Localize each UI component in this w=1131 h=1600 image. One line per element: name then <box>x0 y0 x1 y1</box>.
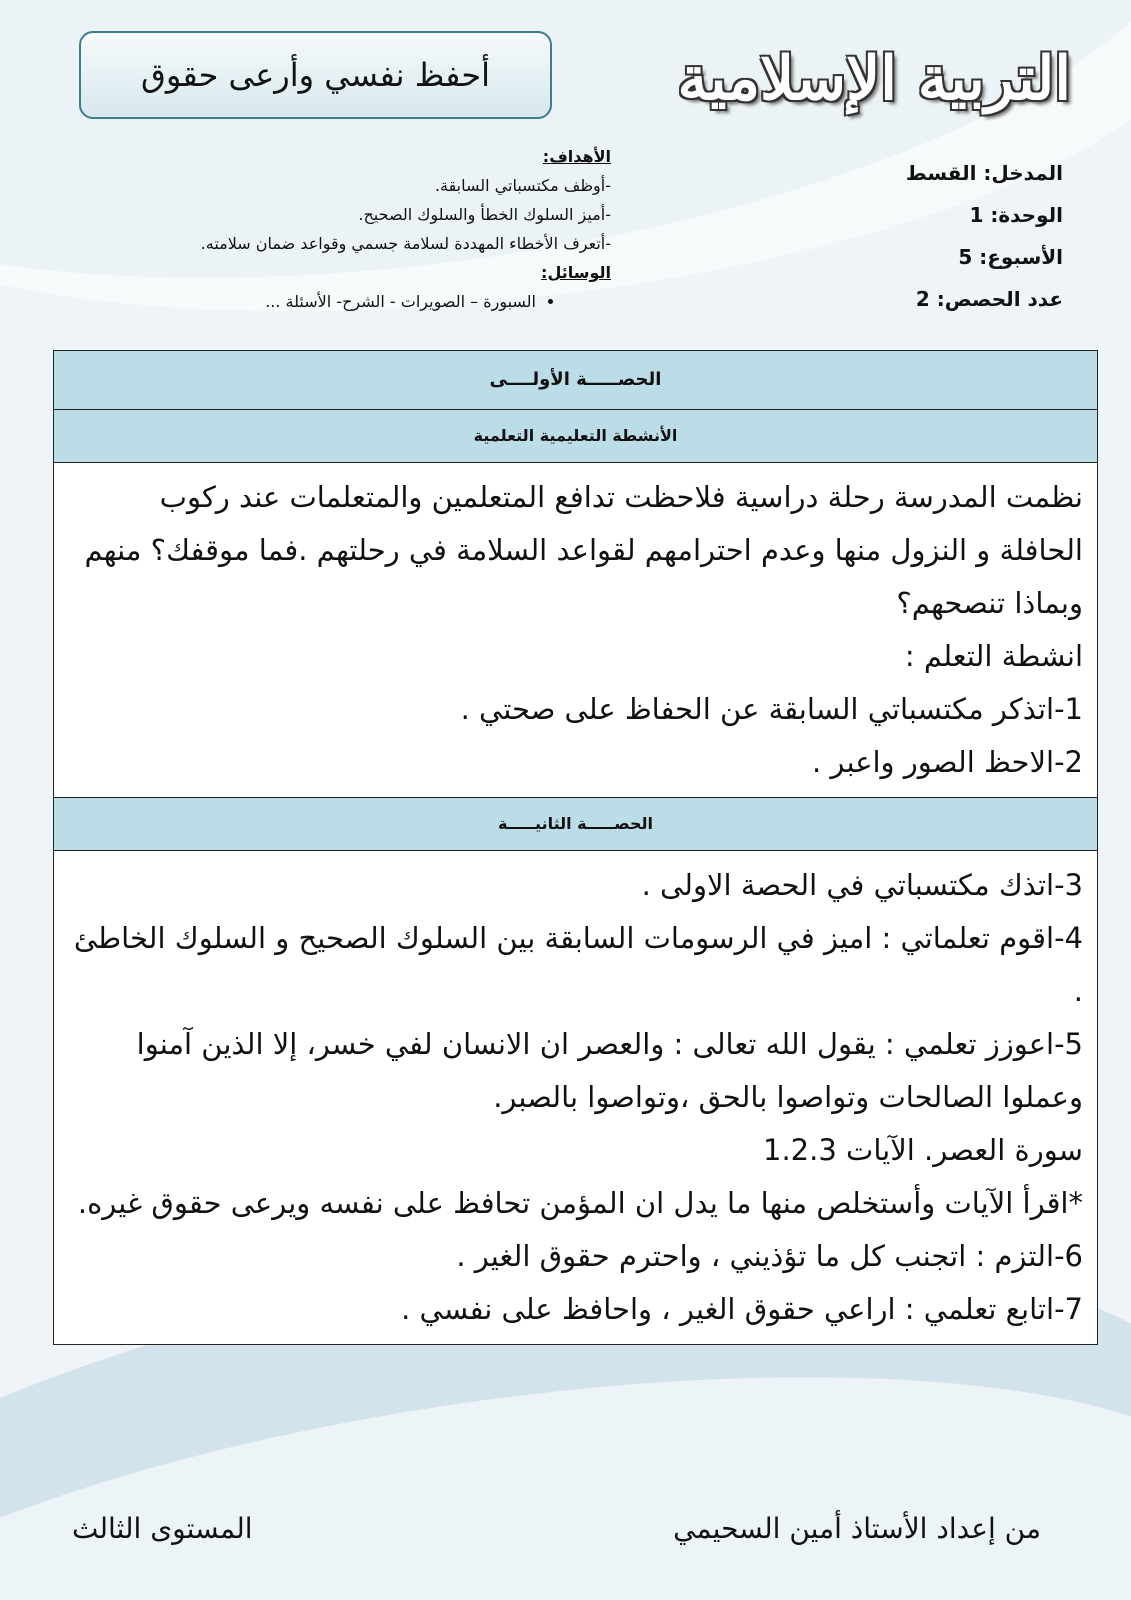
session1-line: نظمت المدرسة رحلة دراسية فلاحظت تدافع المتعلمين والمتعلمات عند ركوب الحافلة و النزول منها وعدم احترامهم لقواعد السلامة في رحلتهم .فما موقفك؟ منهم وبماذا تنصحهم؟ <box>84 480 1083 620</box>
session2-line: 5-اعوزز تعلمي : يقول الله تعالى : والعصر ان الانسان لفي خسر، إلا الذين آمنوا وعملوا الصالحات وتواصوا بالحق ،وتواصوا بالصبر. <box>136 1027 1083 1114</box>
subject-title: التربية الإسلامية <box>677 44 1071 114</box>
goal-item: -أميز السلوك الخطأ والسلوك الصحيح. <box>358 205 611 224</box>
info-unit: الوحدة: 1 <box>969 203 1063 227</box>
session2-header: الحصـــــة الثانيـــــة <box>54 798 1097 851</box>
means-heading: الوسائل: <box>541 263 611 282</box>
goal-item: -أوظف مكتسباتي السابقة. <box>434 176 611 195</box>
activities-table <box>53 350 1098 1345</box>
session2-line: 3-اتذك مكتسباتي في الحصة الاولى . <box>641 868 1083 902</box>
means-list <box>111 287 611 316</box>
session1-header: الحصـــــة الأولــــى <box>54 351 1097 410</box>
lesson-title-box <box>79 31 552 119</box>
footer-level: المستوى الثالث <box>72 1512 253 1545</box>
info-sessions: عدد الحصص: 2 <box>915 287 1063 311</box>
goals-section <box>111 142 611 316</box>
session2-line: 6-التزم : اتجنب كل ما تؤذيني ، واحترم حقوق الغير . <box>456 1239 1083 1273</box>
session1-line: 2-الاحظ الصور واعبر . <box>812 745 1083 779</box>
goal-item: -أتعرف الأخطاء المهددة لسلامة جسمي وقواعد ضمان سلامته. <box>200 234 611 253</box>
goals-heading: الأهداف: <box>542 147 611 166</box>
session1-line: انشطة التعلم : <box>904 639 1083 673</box>
session2-line: 4-اقوم تعلماتي : اميز في الرسومات السابقة بين السلوك الصحيح و السلوك الخاطئ . <box>73 921 1083 1008</box>
session1-line: 1-اتذكر مكتسباتي السابقة عن الحفاظ على صحتي . <box>460 692 1083 726</box>
lesson-title: أحفظ نفسي وأرعى حقوق <box>141 56 490 94</box>
session2-line: 7-اتابع تعلمي : اراعي حقوق الغير ، واحافظ على نفسي . <box>401 1292 1083 1326</box>
info-entry: المدخل: القسط <box>905 161 1063 185</box>
info-week: الأسبوع: 5 <box>958 245 1063 269</box>
means-item: • السبورة – الصويرات - الشرح- الأسئلة ... <box>111 287 536 316</box>
activities-header: الأنشطة التعليمية التعلمية <box>54 410 1097 463</box>
footer-author: من إعداد الأستاذ أمين السحيمي <box>673 1512 1041 1545</box>
lesson-info <box>906 152 1063 320</box>
session2-line: *اقرأ الآيات وأستخلص منها ما يدل ان المؤمن تحافظ على نفسه ويرعى حقوق غيره. <box>77 1186 1083 1220</box>
session2-content <box>54 851 1097 1344</box>
session1-content <box>54 463 1097 798</box>
session2-line: سورة العصر. الآيات 1.2.3 <box>763 1133 1083 1167</box>
